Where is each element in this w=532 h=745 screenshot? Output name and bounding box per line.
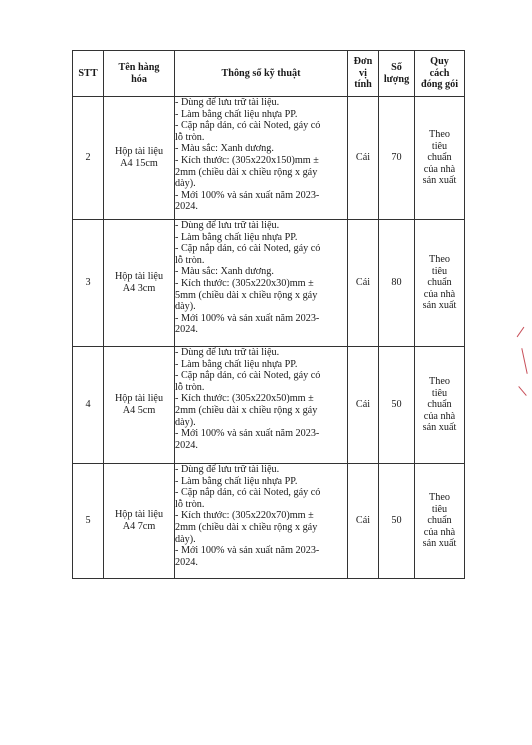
- seal-mark-fragment: [518, 386, 526, 396]
- product-spec-table: [72, 50, 465, 579]
- row-product-name: Hộp tài liệu A4 5cm: [104, 347, 175, 464]
- header-specification: Thông số kỹ thuật: [175, 51, 348, 97]
- header-product-name: Tên hàng hóa: [104, 51, 175, 97]
- row-specification: - Dùng để lưu trữ tài liệu. - Làm bằng chất liệu nhựa PP. - Cặp nắp dán, có cài Noted, gáy có lỗ tròn. - Kích thước: (305x220x70)mm ± 2mm (chiều dài x chiều rộng x gáy dày). - Mới 100% và sản xuất năm 2023- 2024.: [175, 464, 348, 579]
- row-stt: 2: [73, 97, 104, 220]
- row-unit: Cái: [348, 220, 379, 347]
- row-stt: 5: [73, 464, 104, 579]
- table-row: [73, 97, 465, 220]
- row-product-name: Hộp tài liệu A4 15cm: [104, 97, 175, 220]
- row-packaging: Theo tiêu chuẩn của nhà sản xuất: [415, 464, 465, 579]
- row-stt: 4: [73, 347, 104, 464]
- row-packaging: Theo tiêu chuẩn của nhà sản xuất: [415, 347, 465, 464]
- row-stt: 3: [73, 220, 104, 347]
- table-row: [73, 464, 465, 579]
- table-header-row: [73, 51, 465, 97]
- row-quantity: 50: [379, 464, 415, 579]
- row-specification: - Dùng để lưu trữ tài liệu. - Làm bằng chất liệu nhựa PP. - Cặp nắp dán, có cài Noted, gáy có lỗ tròn. - Màu sắc: Xanh dương. - Kích thước: (305x220x30)mm ± 5mm (chiều dài x chiều rộng x gáy dày). - Mới 100% và sản xuất năm 2023- 2024.: [175, 220, 348, 347]
- row-packaging: Theo tiêu chuẩn của nhà sản xuất: [415, 97, 465, 220]
- row-quantity: 70: [379, 97, 415, 220]
- header-stt: STT: [73, 51, 104, 97]
- header-packaging: Quy cách đóng gói: [415, 51, 465, 97]
- header-quantity: Số lượng: [379, 51, 415, 97]
- row-product-name: Hộp tài liệu A4 3cm: [104, 220, 175, 347]
- row-specification: - Dùng để lưu trữ tài liệu. - Làm bằng chất liệu nhựa PP. - Cặp nắp dán, có cài Noted, gáy có lỗ tròn. - Màu sắc: Xanh dương. - Kích thước: (305x220x150)mm ± 2mm (chiều dài x chiều rộng x gáy dày). - Mới 100% và sản xuất năm 2023- 2024.: [175, 97, 348, 220]
- table-row: [73, 220, 465, 347]
- row-unit: Cái: [348, 97, 379, 220]
- row-unit: Cái: [348, 347, 379, 464]
- row-specification: - Dùng để lưu trữ tài liệu. - Làm bằng chất liệu nhựa PP. - Cặp nắp dán, có cài Noted, gáy có lỗ tròn. - Kích thước: (305x220x50)mm ± 2mm (chiều dài x chiều rộng x gáy dày). - Mới 100% và sản xuất năm 2023- 2024.: [175, 347, 348, 464]
- seal-mark-fragment: [517, 327, 525, 337]
- row-quantity: 80: [379, 220, 415, 347]
- row-unit: Cái: [348, 464, 379, 579]
- row-packaging: Theo tiêu chuẩn của nhà sản xuất: [415, 220, 465, 347]
- table-row: [73, 347, 465, 464]
- row-product-name: Hộp tài liệu A4 7cm: [104, 464, 175, 579]
- header-unit: Đơn vị tính: [348, 51, 379, 97]
- row-quantity: 50: [379, 347, 415, 464]
- seal-mark-fragment: [521, 348, 527, 374]
